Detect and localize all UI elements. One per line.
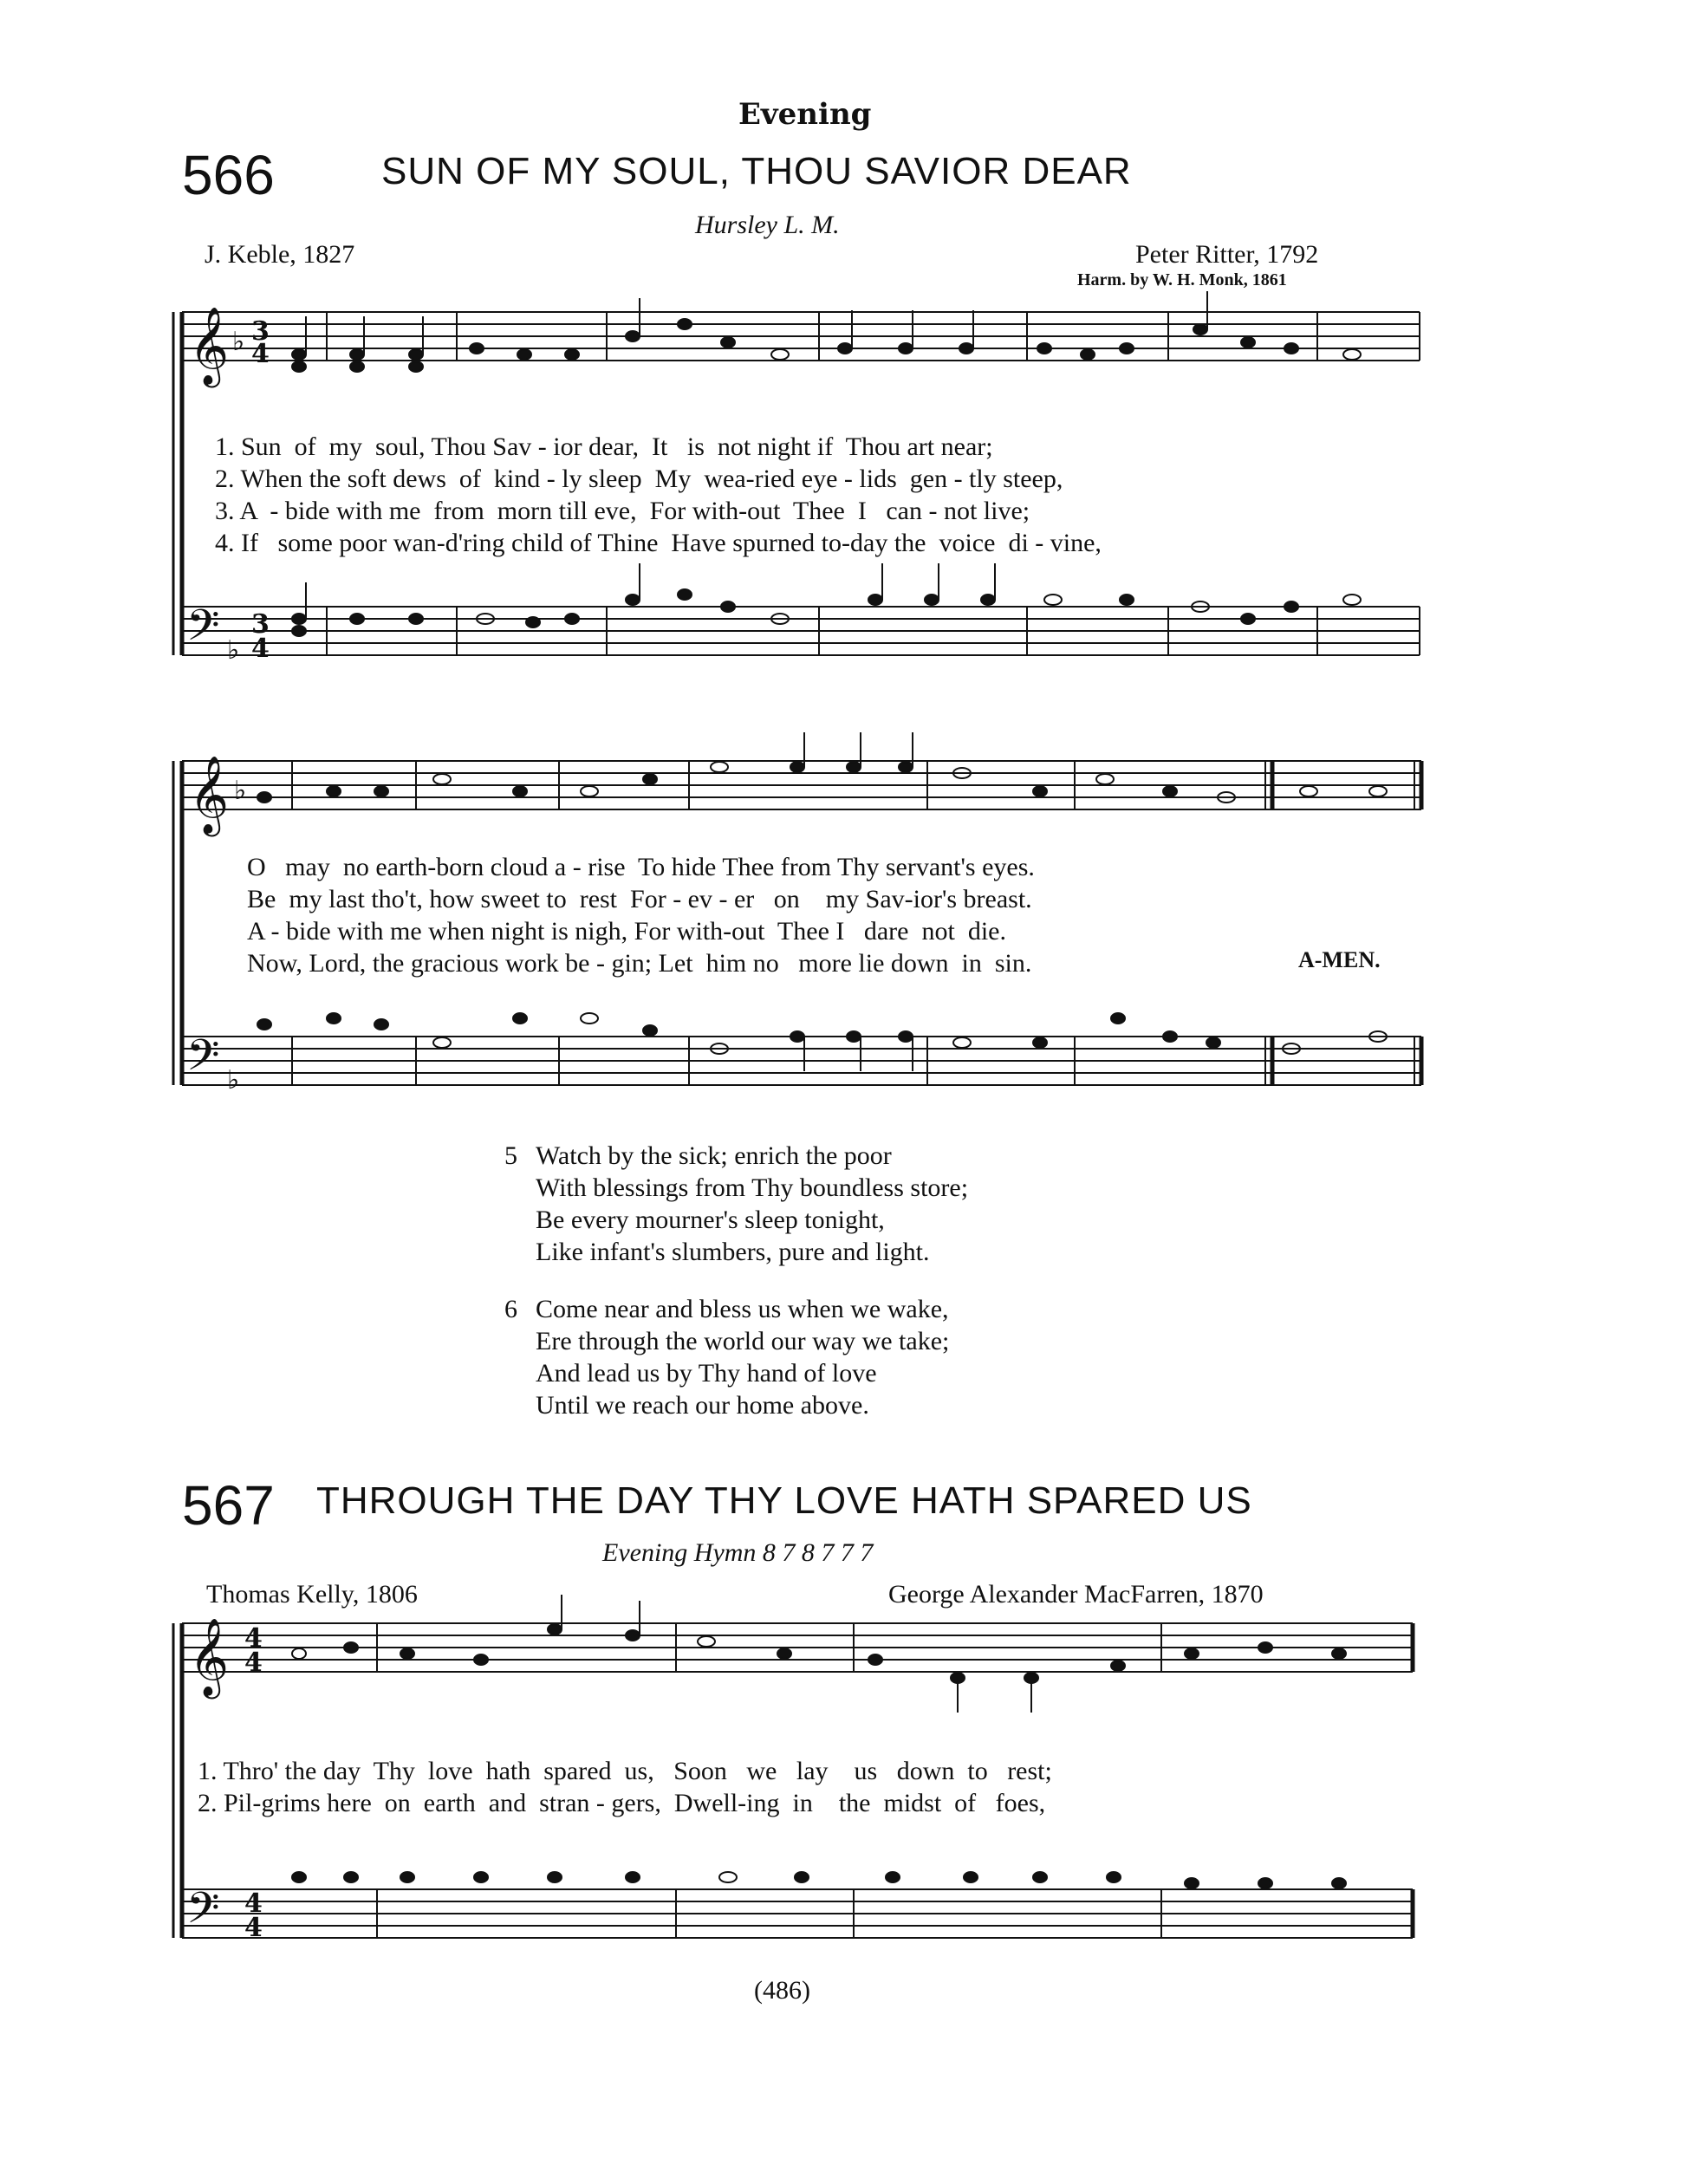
svg-text:4: 4 [251,634,270,664]
svg-text:♭: ♭ [227,635,240,666]
svg-text:4: 4 [244,1913,263,1943]
hymn-567-number: 567 [182,1474,275,1537]
page-number: (486) [754,1976,810,2005]
lyric-line: 1. Sun of my soul, Thou Sav - ior dear, It is not night if Thou art near; [215,432,993,461]
verse-number: 5 [504,1141,517,1170]
svg-text:4: 4 [244,1888,263,1919]
svg-text:𝄢: 𝄢 [186,601,220,661]
verse-line: And lead us by Thy hand of love [536,1359,877,1388]
hymn-567-composer: George Alexander MacFarren, 1870 [888,1580,1264,1609]
verse-line: Come near and bless us when we wake, [536,1295,949,1323]
svg-text:𝄞: 𝄞 [189,1618,230,1696]
svg-text:𝄢: 𝄢 [186,1883,220,1944]
hymn-566-author: J. Keble, 1827 [205,240,355,269]
staff-566-2-bass [182,1037,1421,1085]
amen-label: A-MEN. [1298,947,1381,972]
lyric-line: 2. When the soft dews of kind - ly sleep My wea-ried eye - lids gen - tly steep, [215,465,1063,493]
verse-line: Be every mourner's sleep tonight, [536,1206,885,1234]
section-heading: Evening [738,97,872,132]
svg-text:3: 3 [251,609,270,640]
hymn-567-author: Thomas Kelly, 1806 [206,1580,418,1609]
svg-text:4: 4 [251,339,270,369]
lyric-line: O may no earth-born cloud a - rise To hide Thee from Thy servant's eyes. [247,853,1035,881]
hymn-566-harmonizer: Harm. by W. H. Monk, 1861 [1077,270,1287,289]
hymn-566-composer: Peter Ritter, 1792 [1135,240,1319,269]
hymn-567-title: THROUGH THE DAY THY LOVE HATH SPARED US [316,1479,1252,1522]
svg-text:4: 4 [244,1623,263,1654]
lyric-line: Be my last tho't, how sweet to rest For - ev - er on my Sav-ior's breast. [247,885,1032,913]
hymn-567-lyrics [198,1755,1052,1819]
hymn-566-title: SUN OF MY SOUL, THOU SAVIOR DEAR [381,150,1132,192]
svg-text:♭: ♭ [227,1065,240,1095]
svg-text:♭: ♭ [234,776,247,806]
lyric-line: 1. Thro' the day Thy love hath spared us, Soon we lay us down to rest; [198,1757,1052,1785]
lyric-line: A - bide with me when night is nigh, For with-out Thee I dare not die. [247,917,1006,946]
verse-line: With blessings from Thy boundless store; [536,1173,969,1202]
staff-566-1-treble [182,312,1420,361]
lyric-line: Now, Lord, the gracious work be - gin; Let him no more lie down in sin. [247,949,1032,978]
verse-line: Like infant's slumbers, pure and light. [536,1238,930,1266]
svg-text:𝄞: 𝄞 [189,756,230,834]
verse-line: Watch by the sick; enrich the poor [536,1141,892,1170]
verse-line: Until we reach our home above. [536,1391,869,1420]
verse-5 [504,1140,968,1268]
hymn-566-system1-lyrics [215,431,1102,559]
lyric-line: 2. Pil-grims here on earth and stran - gers, Dwell-ing in the midst of foes, [198,1789,1046,1817]
hymn-567-tune: Evening Hymn 8 7 8 7 7 7 [602,1538,874,1567]
staff-567-bass [182,1889,1413,1938]
verse-line: Ere through the world our way we take; [536,1327,950,1355]
lyric-line: 4. If some poor wan-d'ring child of Thine Have spurned to-day the voice di - vine, [215,529,1102,557]
svg-text:𝄢: 𝄢 [186,1030,220,1091]
hymn-566-number: 566 [182,144,275,206]
svg-text:𝄞: 𝄞 [189,307,230,385]
hymn-566-system2-lyrics [247,851,1035,979]
svg-text:3: 3 [251,316,270,347]
lyric-line: 3. A - bide with me from morn till eve, For with-out Thee I can - not live; [215,497,1030,525]
verse-number: 6 [504,1295,517,1323]
staff-566-1-bass [182,607,1420,655]
verse-6 [504,1293,949,1421]
staff-567-treble [182,1623,1413,1672]
svg-text:♭: ♭ [232,327,245,357]
svg-text:4: 4 [244,1648,263,1678]
hymn-566-tune: Hursley L. M. [695,211,840,239]
